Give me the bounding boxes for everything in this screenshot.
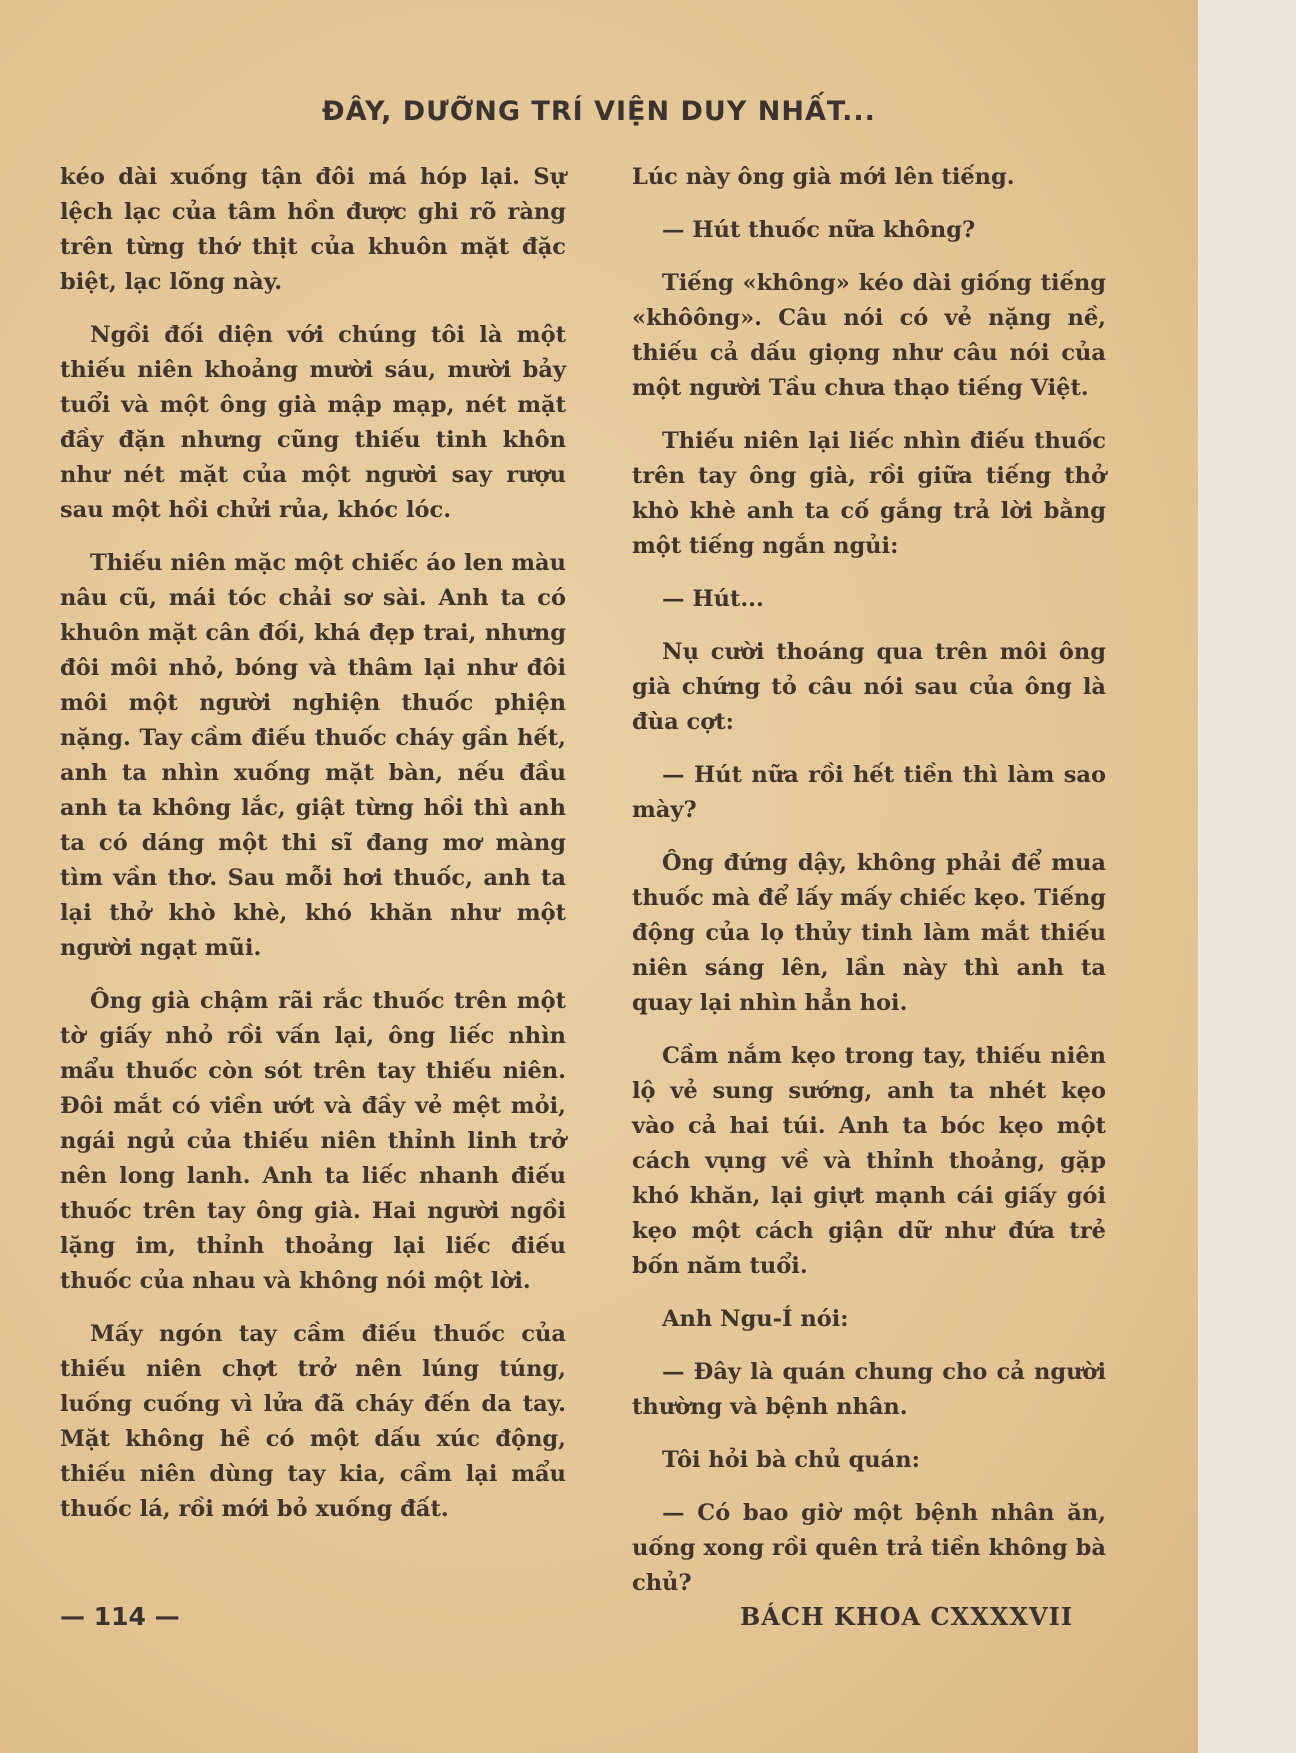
journal-title: BÁCH KHOA CXXXXVII (740, 1602, 1074, 1631)
paragraph: Cầm nắm kẹo trong tay, thiếu niên lộ vẻ sung sướng, anh ta nhét kẹo vào cả hai túi. Anh ta bóc kẹo một cách vụng về và thỉnh thoảng, gặp khó khăn, lại giựt mạnh cái giấy gói kẹo một cách giận dữ như đứa trẻ bốn năm tuổi. (632, 1043, 1106, 1279)
dialogue-line: — Hút thuốc nữa không? (662, 217, 976, 243)
paragraph: Ông đứng dậy, không phải để mua thuốc mà để lấy mấy chiếc kẹo. Tiếng động của lọ thủy tinh làm mắt thiếu niên sáng lên, lần này thì anh ta quay lại nhìn hẳn hoi. (632, 850, 1106, 1016)
paragraph: Nụ cười thoáng qua trên môi ông già chứng tỏ câu nói sau của ông là đùa cợt: (632, 639, 1106, 735)
paragraph: Anh Ngu-Í nói: (662, 1306, 849, 1332)
paragraph: Mấy ngón tay cầm điếu thuốc của thiếu niên chợt trở nên lúng túng, luống cuống vì lửa đã cháy đến da tay. Mặt không hề có một dấu xúc động, thiếu niên dùng tay kia, cầm lại mẩu thuốc lá, rồi mới bỏ xuống đất. (60, 1321, 566, 1522)
paragraph: Ngồi đối diện với chúng tôi là một thiếu niên khoảng mười sáu, mười bảy tuổi và một ông già mập mạp, nét mặt đầy đặn nhưng cũng thiếu tinh khôn như nét mặt của một người say rượu sau một hồi chửi rủa, khóc lóc. (60, 322, 566, 523)
left-column (60, 160, 566, 1545)
dialogue-line: — Đây là quán chung cho cả người thường và bệnh nhân. (632, 1359, 1106, 1420)
page-number: — 114 — (60, 1602, 180, 1631)
dialogue-line: — Hút... (662, 586, 764, 612)
scan-margin (1198, 0, 1296, 1753)
dialogue-line: — Có bao giờ một bệnh nhân ăn, uống xong rồi quên trả tiền không bà chủ? (632, 1500, 1106, 1596)
dialogue-line: — Hút nữa rồi hết tiền thì làm sao mày? (632, 762, 1106, 823)
paragraph: Tôi hỏi bà chủ quán: (662, 1447, 920, 1473)
paragraph: Tiếng «không» kéo dài giống tiếng «khôông». Câu nói có vẻ nặng nề, thiếu cả dấu giọng như câu nói của một người Tầu chưa thạo tiếng Việt. (632, 270, 1106, 401)
paragraph: Thiếu niên mặc một chiếc áo len màu nâu cũ, mái tóc chải sơ sài. Anh ta có khuôn mặt cân đối, khá đẹp trai, nhưng đôi môi nhỏ, bóng và thâm lại như đôi môi một người nghiện thuốc phiện nặng. Tay cầm điếu thuốc cháy gần hết, anh ta nhìn xuống mặt bàn, nếu đầu anh ta không lắc, giật từng hồi thì anh ta có dáng một thi sĩ đang mơ màng tìm vần thơ. Sau mỗi hơi thuốc, anh ta lại thở khò khè, khó khăn như một người ngạt mũi. (60, 550, 566, 961)
running-head: ĐÂY, DƯỠNG TRÍ VIỆN DUY NHẤT... (322, 96, 876, 127)
paragraph: Ông già chậm rãi rắc thuốc trên một tờ giấy nhỏ rồi vấn lại, ông liếc nhìn mẩu thuốc còn sót trên tay thiếu niên. Đôi mắt có viền ướt và đầy vẻ mệt mỏi, ngái ngủ của thiếu niên thỉnh linh trở nên long lanh. Anh ta liếc nhanh điếu thuốc trên tay ông già. Hai người ngồi lặng im, thỉnh thoảng lại liếc điếu thuốc của nhau và không nói một lời. (60, 988, 566, 1294)
paragraph: Thiếu niên lại liếc nhìn điếu thuốc trên tay ông già, rồi giữa tiếng thở khò khè anh ta cố gắng trả lời bằng một tiếng ngắn ngủi: (632, 428, 1106, 559)
paragraph: kéo dài xuống tận đôi má hóp lại. Sự lệch lạc của tâm hồn được ghi rõ ràng trên từng thớ thịt của khuôn mặt đặc biệt, lạc lõng này. (60, 164, 566, 295)
paragraph: Lúc này ông già mới lên tiếng. (632, 164, 1015, 190)
right-column (632, 160, 1106, 1619)
